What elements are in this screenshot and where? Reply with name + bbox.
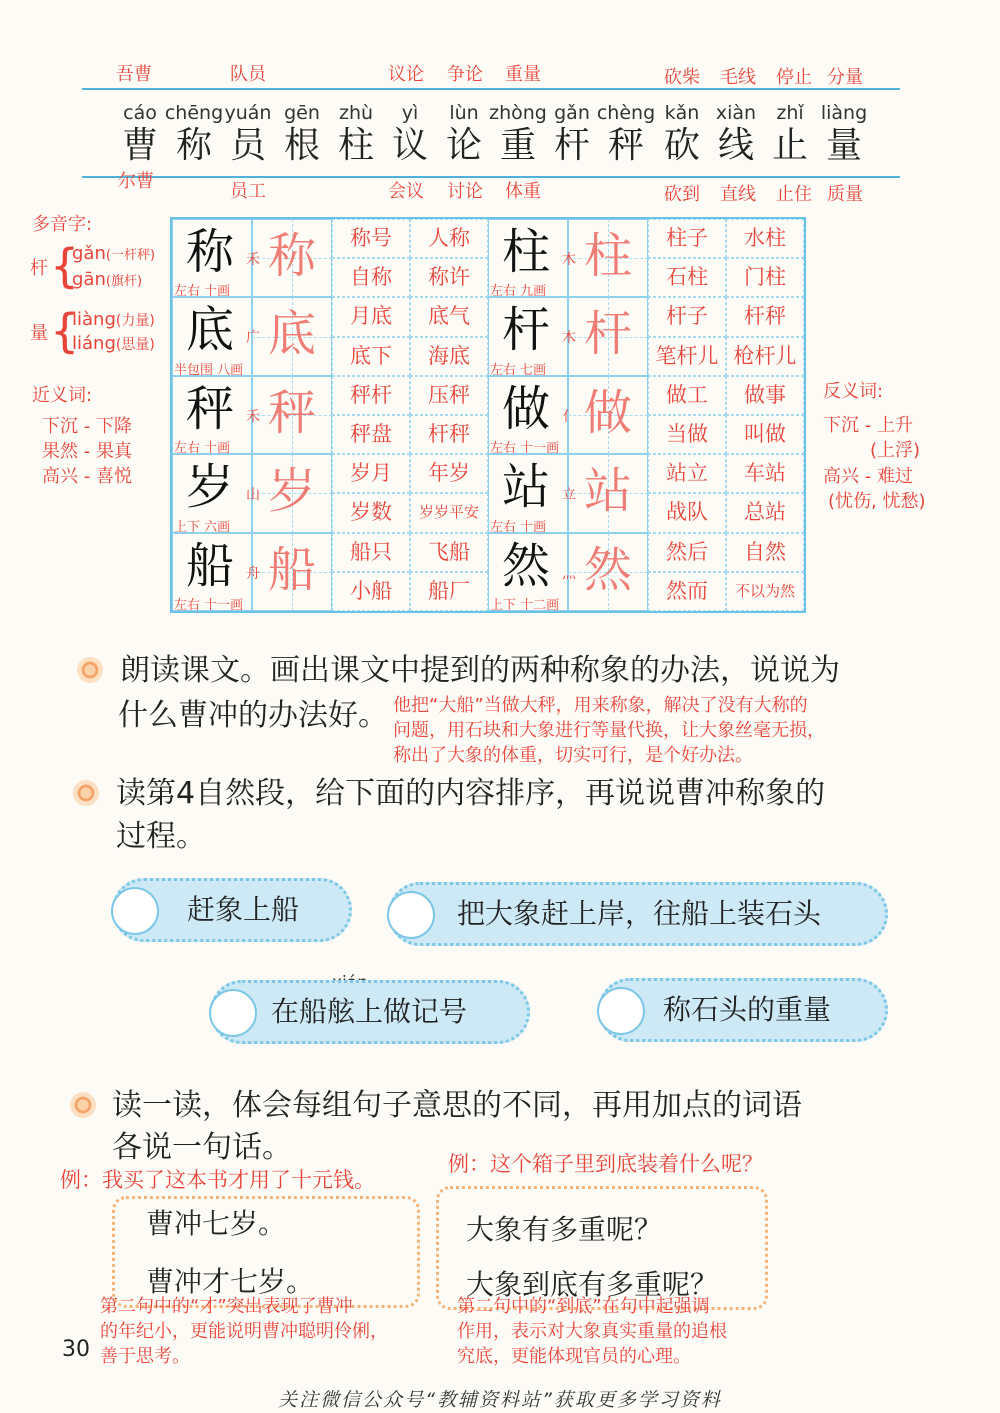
vocab-char: 量 [825, 125, 862, 166]
antonym-alt: (上浮) [870, 440, 921, 461]
vocab-char: 称 [175, 125, 212, 166]
vocab-char: 议 [391, 125, 428, 166]
question-3-line1: 读一读，体会每组句子意思的不同，再用加点的词语 [112, 1088, 802, 1123]
order-blank-circle[interactable] [111, 887, 159, 935]
vocab-char: 线 [717, 125, 754, 166]
vocab-top-line [82, 88, 900, 90]
word-entry: 笔杆儿 [655, 343, 719, 368]
word: 停止 [776, 67, 812, 88]
pinyin: chēng [164, 102, 224, 124]
reading [72, 331, 155, 358]
answer-1-line: 问题，用石块和大象进行等量代换，让大象丝毫无损， [393, 720, 825, 741]
synonym-title: 近义词: [32, 385, 93, 406]
word-entry: 岁月 [350, 461, 392, 486]
word-entry: 岁岁平安 [418, 503, 479, 522]
vocab-char: 重 [499, 125, 536, 166]
vocab-bottom-line [82, 176, 900, 178]
vocab-char: 根 [283, 125, 320, 166]
vocab-char: 秤 [607, 125, 644, 166]
word: 砍到 [664, 184, 700, 205]
note-left-line: 的年纪小，更能说明曹冲聪明伶俐， [100, 1321, 388, 1342]
word-entry: 月底 [350, 304, 392, 329]
word-entry: 船厂 [428, 578, 470, 603]
word-entry: 称许 [428, 265, 470, 290]
trace-character: 站 [584, 463, 633, 520]
word-entry: 自然 [744, 539, 786, 564]
pinyin: zhù [338, 102, 374, 124]
synonym-pair: 果然 - 果真 [42, 441, 132, 462]
structure-label: 左右 十画 [490, 519, 547, 535]
radical-label: 木 [562, 330, 576, 347]
pinyin: zhǐ [776, 102, 804, 124]
vocab-char: 论 [445, 125, 482, 166]
word: 分量 [827, 67, 863, 88]
model-character: 杆 [502, 302, 551, 359]
trace-character: 做 [584, 384, 633, 441]
page-number: 30 [62, 1337, 90, 1362]
pinyin: gēn [284, 102, 320, 124]
word-entry: 车站 [744, 461, 786, 486]
sentence: 大象到底有多重呢？ [466, 1268, 719, 1301]
brace: { [50, 304, 80, 358]
vocab-char: 曹 [121, 125, 158, 166]
sequence-text: 赶象上船 [187, 893, 300, 926]
pinyin: gǎn [72, 243, 106, 264]
word-entry: 船只 [350, 539, 392, 564]
model-character: 船 [186, 537, 235, 594]
sequence-item [598, 978, 888, 1042]
word-entry: 做事 [744, 382, 786, 407]
model-character: 岁 [186, 459, 235, 516]
radical-label: 木 [562, 252, 576, 268]
model-character: 底 [186, 302, 235, 359]
word: 毛线 [720, 67, 756, 88]
example-sentence-right: 例：这个箱子里到底装着什么呢？ [448, 1152, 763, 1176]
structure-label: 上下 十二画 [490, 598, 560, 613]
word: 员工 [230, 181, 266, 202]
word-entry: 人称 [428, 226, 470, 250]
pinyin: liàng [820, 102, 868, 124]
radical-label: 立 [562, 487, 576, 504]
sequence-text: 在船舷上做记号 [271, 995, 468, 1028]
synonym-pair: 下沉 - 下降 [42, 416, 132, 437]
structure-label: 左右 十一画 [174, 598, 244, 613]
note-left-line: 第二句中的“才”突出表现了曹冲 [100, 1296, 353, 1317]
question-bullet-icon [73, 780, 99, 806]
word: 止住 [776, 184, 812, 205]
model-character: 称 [186, 224, 235, 280]
order-blank-circle[interactable] [387, 891, 435, 939]
word: 会议 [388, 181, 424, 202]
word-entry: 石柱 [666, 265, 708, 290]
structure-label: 左右 十画 [174, 441, 231, 457]
order-blank-circle[interactable] [209, 989, 257, 1037]
note-right-line: 究底，更能体现官员的心理。 [457, 1346, 691, 1367]
antonym-title: 反义词: [823, 381, 884, 402]
sentence: 曹冲七岁。 [146, 1207, 287, 1240]
pinyin: liàng [72, 309, 116, 330]
word-entry: 杆子 [666, 304, 708, 329]
sequence-text: 把大象赶上岸，往船上装石头 [457, 897, 822, 930]
pinyin: gān [72, 269, 106, 290]
note-right-line: 作用，表示对大象真实重量的追根 [457, 1321, 727, 1342]
word: 讨论 [447, 181, 483, 202]
antonym-pair: 高兴 - 难过 [823, 466, 913, 487]
word-entry: 年岁 [428, 461, 470, 486]
reading [72, 241, 155, 269]
pinyin: zhòng [489, 102, 547, 124]
model-character: 然 [502, 537, 551, 594]
radical-label: 禾 [246, 408, 260, 425]
vocab-char: 杆 [553, 125, 590, 166]
pinyin: gǎn [554, 102, 590, 124]
word-entry: 自称 [350, 265, 392, 290]
pinyin: lùn [449, 102, 479, 124]
trace-character: 岁 [268, 463, 317, 520]
structure-label: 半包围 八画 [174, 362, 244, 378]
word-entry: 当做 [666, 422, 708, 446]
word-entry: 底下 [350, 343, 392, 368]
polyphone-char: 量 [30, 323, 48, 344]
pinyin: yì [401, 102, 419, 124]
vocab-char: 员 [229, 125, 266, 166]
word: 议论 [388, 64, 424, 85]
word-entry: 总站 [744, 500, 786, 525]
word: 尔曹 [118, 171, 154, 192]
word-entry: 枪杆儿 [733, 343, 797, 368]
word-entry: 柱子 [666, 226, 708, 250]
structure-label: 左右 十一画 [490, 441, 560, 457]
word-entry: 站立 [666, 461, 708, 486]
word: 重量 [505, 64, 541, 85]
word-entry: 然而 [666, 578, 708, 603]
order-blank-circle[interactable] [597, 987, 645, 1035]
vocab-char: 柱 [337, 125, 374, 166]
word-entry: 杆秤 [744, 304, 786, 329]
structure-label: 左右 九画 [490, 284, 547, 300]
sequence-text: 称石头的重量 [663, 993, 832, 1026]
model-character: 秤 [186, 380, 235, 437]
example-sentence-left: 例：我买了这本书才用了十元钱。 [60, 1168, 375, 1192]
word-entry: 然后 [666, 539, 708, 564]
question-1-line1: 朗读课文。画出课文中提到的两种称象的办法，说说为 [120, 653, 840, 688]
word: 争论 [447, 64, 483, 85]
radical-label: 山 [246, 487, 260, 504]
structure-label: 左右 七画 [490, 362, 547, 378]
question-bullet-icon [70, 1092, 96, 1118]
word-entry: 水柱 [744, 226, 786, 250]
question-2-line2: 过程。 [116, 819, 206, 854]
trace-character: 船 [268, 541, 317, 598]
structure-label: 上下 六画 [174, 519, 231, 535]
radical-label: 广 [246, 330, 260, 347]
polyphone-title: 多音字: [32, 214, 93, 235]
word: 砍柴 [664, 67, 700, 88]
word: 吾曹 [116, 64, 152, 85]
trace-character: 柱 [584, 228, 633, 284]
word-entry: 战队 [666, 500, 708, 525]
antonym-pair: 下沉 - 上升 [823, 415, 913, 436]
trace-character: 称 [268, 228, 317, 284]
radical-label: 亻 [562, 408, 576, 425]
antonym-alt: (忧伤, 忧愁) [828, 491, 926, 512]
question-2-line1: 读第4自然段，给下面的内容排序，再说说曹冲称象的 [116, 776, 826, 811]
word-entry: 底气 [428, 304, 470, 329]
question-3-line2: 各说一句话。 [112, 1130, 292, 1165]
word-entry: 做工 [666, 382, 708, 407]
sequence-item [388, 882, 888, 946]
sentence: 曹冲才七岁。 [146, 1265, 315, 1298]
polyphone-char: 杆 [30, 258, 48, 279]
synonym-pair: 高兴 - 喜悦 [42, 466, 132, 487]
word-entry: 飞船 [428, 539, 470, 564]
pinyin: yuán [224, 102, 272, 124]
word: 队员 [230, 64, 266, 85]
note-left-line: 善于思考。 [100, 1346, 190, 1367]
vocab-char: 止 [771, 125, 808, 166]
sentence: 大象有多重呢？ [466, 1213, 663, 1246]
character-grid [170, 217, 806, 613]
trace-character: 杆 [584, 306, 633, 363]
word-entry: 叫做 [744, 422, 786, 446]
note: (旗杆) [105, 274, 143, 289]
word-entry: 小船 [350, 578, 392, 603]
word-entry: 不以为然 [734, 581, 795, 600]
trace-character: 然 [584, 541, 633, 598]
trace-character: 底 [268, 306, 317, 363]
radical-label: 舟 [246, 565, 260, 582]
pinyin: liáng [72, 333, 116, 354]
pinyin: xiàn [715, 102, 757, 124]
model-character: 做 [502, 380, 551, 437]
word: 质量 [827, 184, 863, 205]
sequence-item [112, 878, 352, 942]
word-entry: 秤盘 [350, 422, 392, 446]
brace: { [50, 239, 80, 293]
radical-label: 禾 [246, 252, 260, 268]
reading [72, 267, 142, 295]
model-character: 柱 [502, 224, 551, 280]
note: (一杆秤) [105, 248, 156, 263]
word-entry: 门柱 [744, 265, 786, 290]
word-entry: 称号 [350, 226, 392, 250]
word-entry: 岁数 [350, 500, 392, 525]
pinyin: cáo [123, 102, 157, 124]
note: (力量) [115, 313, 155, 329]
question-1-line2: 什么曹冲的办法好。 [118, 698, 388, 733]
radical-label: 灬 [562, 565, 576, 582]
answer-1-line: 他把“大船”当做大秤，用来称象，解决了没有大称的 [393, 695, 808, 716]
pinyin: chèng [596, 102, 656, 124]
question-bullet-icon [77, 657, 103, 683]
sequence-item [210, 980, 530, 1044]
word-entry: 杆秤 [428, 422, 470, 446]
pinyin: kǎn [664, 102, 700, 124]
note-right-line: 第二句中的“到底”在句中起强调 [457, 1296, 710, 1317]
word-entry: 压秤 [428, 382, 470, 407]
footer-note: 关注微信公众号“教辅资料站”获取更多学习资料 [278, 1389, 722, 1411]
answer-1-line: 称出了大象的体重，切实可行，是个好办法。 [393, 745, 753, 766]
model-character: 站 [502, 459, 551, 516]
word: 直线 [720, 184, 756, 205]
structure-label: 左右 十画 [174, 284, 231, 300]
vocab-char: 砍 [663, 125, 700, 166]
note: (思量) [115, 337, 155, 353]
word: 体重 [505, 181, 541, 202]
trace-character: 秤 [268, 384, 317, 441]
reading [72, 307, 155, 334]
word-entry: 海底 [428, 343, 470, 368]
word-entry: 秤杆 [350, 382, 392, 407]
